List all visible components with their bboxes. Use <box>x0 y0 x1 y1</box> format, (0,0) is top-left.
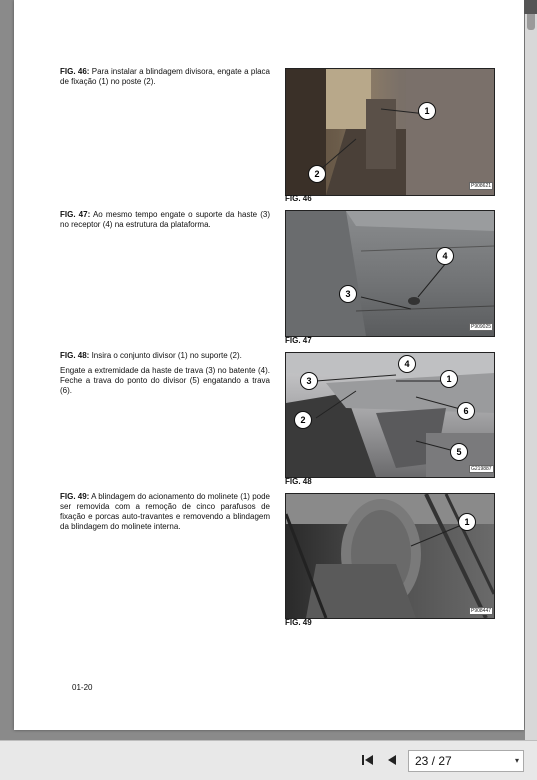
figure-47-photo <box>285 210 495 337</box>
instruction-text-49: A blindagem do acionamento do molinete (1) pode ser removida com a remoção de cinco parafusos de fixação e porcas auto-travantes e removendo a blindagem da blindagem do molinete interna. <box>60 492 271 531</box>
callout-5: 5 <box>450 443 468 461</box>
page-footer-number: 01-20 <box>72 683 93 692</box>
callout-6: 6 <box>457 402 475 420</box>
callout-3: 3 <box>339 285 357 303</box>
callout-1: 1 <box>458 513 476 531</box>
page-indicator: 23 / 27 <box>415 754 452 768</box>
instruction-fig47 <box>60 210 270 230</box>
instruction-text-46: Para instalar a blindagem divisora, engate a placa de fixação (1) no poste (2). <box>60 67 270 86</box>
callout-4: 4 <box>436 247 454 265</box>
first-page-button[interactable] <box>360 753 376 769</box>
figure-46-label: FIG. 46 <box>285 194 312 203</box>
callout-2: 2 <box>294 411 312 429</box>
figure-48-photo <box>285 352 495 478</box>
instruction-fig48b <box>60 366 270 396</box>
callout-2: 2 <box>308 165 326 183</box>
fig-ref-47: FIG. 47: <box>60 210 91 219</box>
first-page-icon <box>361 753 375 767</box>
scroll-up-button[interactable] <box>524 0 537 14</box>
vertical-scrollbar[interactable] <box>525 0 537 740</box>
pdf-page <box>14 0 524 730</box>
figure-46-photo <box>285 68 495 196</box>
figure-code: G219887 <box>471 466 492 472</box>
figure-49-photo <box>285 493 495 619</box>
figure-code: P908621 <box>471 183 492 189</box>
fig-ref-48: FIG. 48: <box>60 351 90 360</box>
figure-code: P909025 <box>471 324 492 330</box>
navigation-toolbar <box>0 740 537 780</box>
callout-3: 3 <box>300 372 318 390</box>
instruction-text-47: Ao mesmo tempo engate o suporte da haste (3) no receptor (4) na estrutura da plataforma. <box>60 210 271 229</box>
figure-47-label: FIG. 47 <box>285 336 312 345</box>
instruction-text-48b: Engate a extremidade da haste de trava (3) no batente (4). Feche a trava do ponto do divisor (5) engatando a trava (6). <box>60 366 270 395</box>
instruction-fig49 <box>60 492 270 532</box>
dropdown-arrow-icon: ▾ <box>514 756 519 765</box>
callout-4: 4 <box>398 355 416 373</box>
prev-page-icon <box>386 753 398 767</box>
instruction-fig46 <box>60 67 270 87</box>
callout-1: 1 <box>440 370 458 388</box>
fig-ref-49: FIG. 49: <box>60 492 90 501</box>
instruction-text-48a: Insira o conjunto divisor (1) no suporte (2). <box>91 351 242 360</box>
figure-code: P908447 <box>471 608 492 614</box>
figure-48-label: FIG. 48 <box>285 477 312 486</box>
callout-1: 1 <box>418 102 436 120</box>
previous-page-button[interactable] <box>384 753 400 769</box>
instruction-fig48 <box>60 351 270 361</box>
fig-ref-46: FIG. 46: <box>60 67 90 76</box>
figure-49-label: FIG. 49 <box>285 618 312 627</box>
page-selector[interactable] <box>408 750 524 772</box>
